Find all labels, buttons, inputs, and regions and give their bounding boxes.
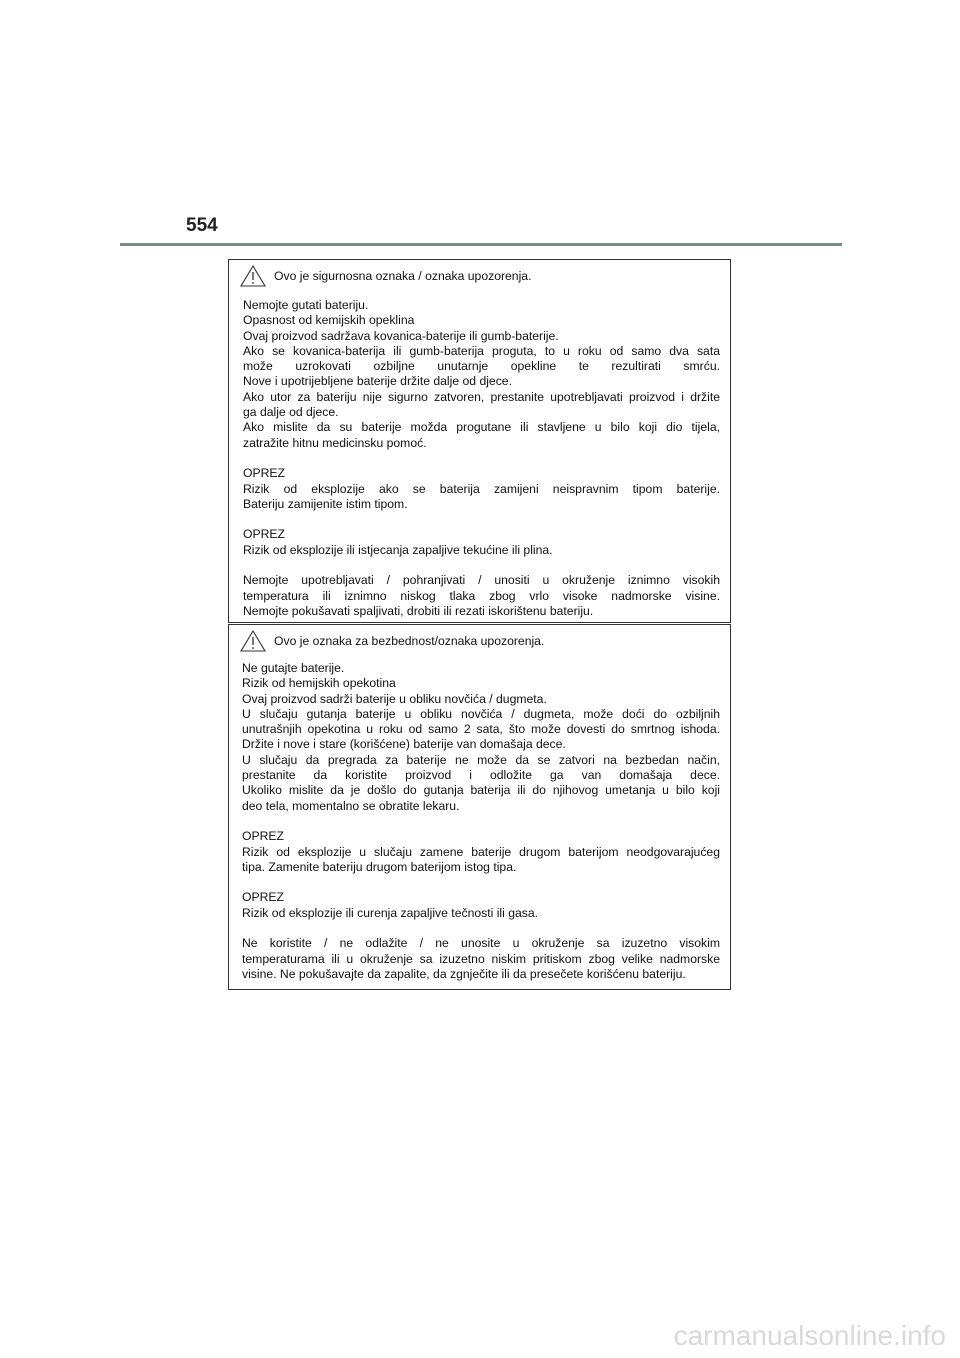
- text-line: Ne koristite / ne odlažite / ne unosite u okruženje sa izuzetno visokim: [242, 936, 720, 951]
- text-line: Ovaj proizvod sadržava kovanica-baterije ili gumb-baterije.: [243, 328, 559, 343]
- text-line: unutrašnjih opekotina u roku od samo 2 sata, što može dovesti do smrtnog ishoda.: [242, 722, 720, 737]
- text-line: Ukoliko mislite da je došlo do gutanja baterija ili do njihovog umetanja u bilo koji: [242, 783, 720, 798]
- text-line: Nove i upotrijebljene baterije držite dalje od djece.: [243, 374, 512, 389]
- paragraph-gap: [242, 921, 720, 936]
- paragraph-gap: [243, 512, 720, 527]
- warning-box-title: Ovo je oznaka za bezbednost/oznaka upozorenja.: [274, 634, 545, 648]
- text-line: Nemojte pokušavati spaljivati, drobiti ili rezati iskorištenu bateriju.: [243, 603, 594, 618]
- text-line: Rizik od eksplozije ili istjecanja zapaljive tekućine ili plina.: [243, 542, 553, 557]
- text-line: visine. Ne pokušavajte da zapalite, da zgnječite ili da presečete korišćenu bateriju.: [242, 966, 686, 981]
- text-line: deo tela, momentalno se obratite lekaru.: [242, 798, 460, 813]
- text-line: OPREZ: [242, 890, 284, 905]
- warning-paragraph: [242, 890, 720, 921]
- text-line: Nemojte upotrebljavati / pohranjivati / unositi u okruženje iznimno visokih: [243, 573, 720, 588]
- text-line: Ako mislite da su baterije možda progutane ili stavljene u bilo koji dio tijela,: [243, 420, 720, 435]
- text-line: temperaturama ili u okruženje sa izuzetno niskim pritiskom zbog velike nadmorske: [242, 951, 720, 966]
- warning-paragraph: [242, 661, 720, 814]
- warning-triangle-icon: [240, 630, 266, 652]
- warning-paragraph: [243, 298, 720, 451]
- text-line: Ne gutajte baterije.: [242, 661, 345, 675]
- page-number: 554: [186, 215, 218, 236]
- text-line: Rizik od eksplozije ili curenja zapaljive tečnosti ili gasa.: [242, 905, 539, 920]
- warning-box-serbian: [228, 624, 731, 990]
- warning-box-header: [240, 630, 544, 652]
- warning-paragraph: [242, 936, 720, 982]
- text-line: tipa. Zamenite bateriju drugom baterijom istog tipa.: [242, 859, 517, 874]
- warning-paragraph: [242, 829, 720, 875]
- warning-box-body: [243, 298, 720, 619]
- paragraph-gap: [243, 558, 720, 573]
- paragraph-gap: [242, 814, 720, 829]
- text-line: Rizik od eksplozije u slučaju zamene baterije drugom baterijom neodgovarajućeg: [242, 844, 720, 859]
- warning-paragraph: [243, 466, 720, 512]
- warning-box-header: [240, 265, 531, 287]
- paragraph-gap: [242, 875, 720, 890]
- warning-paragraph: [243, 527, 720, 558]
- warning-paragraph: [243, 573, 720, 619]
- text-line: Ako se kovanica-baterija ili gumb-baterija proguta, to u roku od samo dva sata: [243, 343, 720, 358]
- warning-box-croatian: [228, 259, 731, 623]
- text-line: OPREZ: [243, 466, 285, 481]
- text-line: temperatura ili iznimno niskog tlaka zbog vrlo visoke nadmorske visine.: [243, 588, 720, 603]
- watermark: carmanualsonline.info: [673, 1320, 946, 1351]
- text-line: U slučaju gutanja baterije u obliku novčića / dugmeta, može doći do ozbiljnih: [242, 706, 720, 721]
- warning-box-title: Ovo je sigurnosna oznaka / oznaka upozorenja.: [274, 269, 532, 283]
- header-rule: [120, 243, 842, 246]
- text-line: Bateriju zamijenite istim tipom.: [243, 496, 408, 511]
- text-line: zatražite hitnu medicinsku pomoć.: [243, 435, 427, 450]
- text-line: Nemojte gutati bateriju.: [243, 298, 369, 312]
- warning-triangle-icon: [240, 265, 266, 287]
- text-line: OPREZ: [242, 829, 284, 844]
- text-line: Držite i nove i stare (korišćene) baterije van domašaja dece.: [242, 737, 566, 752]
- text-line: U slučaju da pregrada za baterije ne može da se zatvori na bezbedan način,: [242, 752, 720, 767]
- text-line: Ako utor za bateriju nije sigurno zatvoren, prestanite upotrebljavati proizvod i držite: [243, 389, 720, 404]
- text-line: ga dalje od djece.: [243, 405, 339, 420]
- text-line: Ovaj proizvod sadrži baterije u obliku novčića / dugmeta.: [242, 691, 547, 706]
- text-line: može uzrokovati ozbiljne unutarnje opekline te rezultirati smrću.: [243, 359, 720, 374]
- text-line: OPREZ: [243, 527, 285, 542]
- text-line: prestanite da koristite proizvod i odložite ga van domašaja dece.: [242, 768, 720, 783]
- text-line: Opasnost od kemijskih opeklina: [243, 313, 415, 328]
- text-line: Rizik od hemijskih opekotina: [242, 676, 396, 691]
- paragraph-gap: [243, 451, 720, 466]
- text-line: Rizik od eksplozije ako se baterija zamijeni neispravnim tipom baterije.: [243, 481, 720, 496]
- warning-box-body: [242, 661, 720, 982]
